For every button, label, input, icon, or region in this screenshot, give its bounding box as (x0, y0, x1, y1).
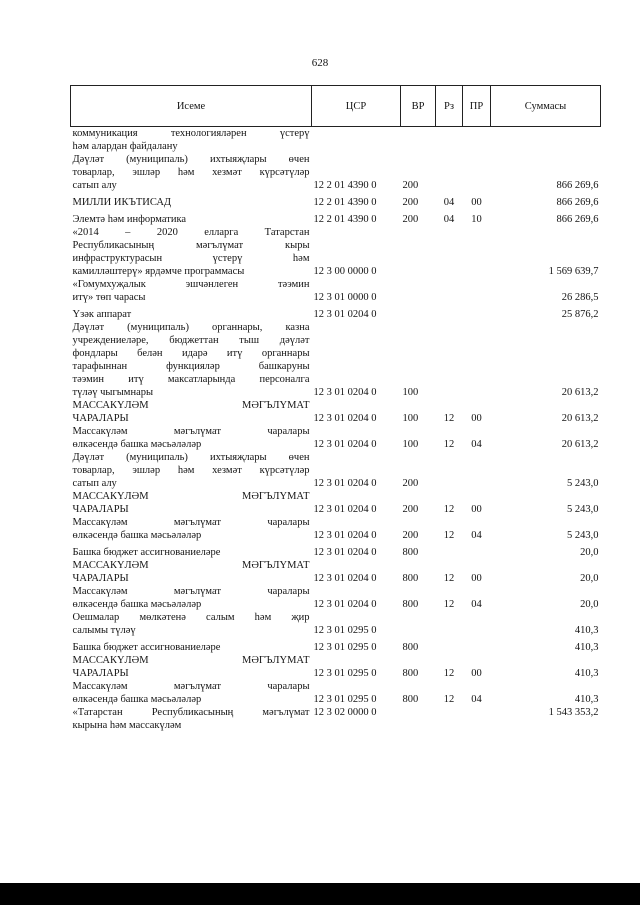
row-sum: 1 569 639,7 (548, 266, 599, 277)
table-row (71, 516, 601, 542)
row-rz (436, 127, 463, 154)
row-csr: 12 3 01 0204 0 (313, 439, 377, 450)
row-csr (312, 127, 401, 154)
row-rz (436, 451, 463, 490)
row-name-line: өлкәсендә башка мәсьәләләр (72, 599, 202, 610)
row-rz (436, 304, 463, 321)
row-name (71, 425, 312, 451)
row-name-line: коммуникация технологияләрен үстерү (72, 128, 310, 139)
row-name (71, 399, 312, 425)
row-vr: 200 (402, 478, 419, 489)
row-rz (436, 611, 463, 637)
row-csr: 12 3 01 0204 0 (313, 504, 377, 515)
header-pr: ПР (463, 86, 491, 127)
row-sum: 5 243,0 (567, 504, 599, 515)
row-name-line: ЧАРАЛАРЫ (72, 413, 129, 424)
row-pr (463, 706, 491, 732)
row-csr: 12 3 01 0204 0 (313, 530, 377, 541)
row-sum: 410,3 (574, 668, 599, 679)
row-name-line: салымы түләү (72, 625, 136, 636)
row-name (71, 278, 312, 304)
row-vr (401, 127, 436, 154)
row-name-line: Оешмалар мөлкәтенә салым һәм җир (72, 612, 310, 623)
row-vr: 800 (402, 547, 419, 558)
row-pr: 04 (471, 530, 482, 541)
table-row (71, 209, 601, 226)
row-pr: 00 (471, 197, 482, 208)
row-rz: 12 (443, 504, 455, 515)
row-name-line: Башка бюджет ассигнованиеләре (72, 547, 221, 558)
scan-bottom-edge (0, 883, 640, 905)
row-sum: 410,3 (574, 694, 599, 705)
row-rz (436, 153, 463, 192)
row-vr (401, 611, 436, 637)
row-name-line: товарлар, эшләр һәм хезмәт күрсәтүләр (72, 167, 310, 178)
table-row (71, 706, 601, 732)
row-pr: 04 (471, 599, 482, 610)
row-csr: 12 2 01 4390 0 (313, 180, 377, 191)
row-name-line: Дәүләт (муниципаль) органнары, казна (72, 322, 310, 333)
budget-table (70, 85, 601, 732)
header-name: Исеме (71, 86, 312, 127)
row-name-line: Дәүләт (муниципаль) ихтыяҗлары өчен (72, 452, 310, 463)
row-vr: 800 (402, 599, 419, 610)
row-sum: 20,0 (580, 573, 599, 584)
row-rz: 12 (443, 530, 455, 541)
row-vr (401, 304, 436, 321)
row-pr: 00 (471, 668, 482, 679)
row-name (71, 490, 312, 516)
header-vr: ВР (401, 86, 436, 127)
row-name-line: фондлары белән идарә итү органнары (72, 348, 310, 359)
row-sum: 866 269,6 (556, 214, 599, 225)
row-sum: 5 243,0 (567, 530, 599, 541)
table-row (71, 153, 601, 192)
row-vr: 200 (402, 197, 419, 208)
row-name-line: МАССАКҮЛӘМ МӘГЪЛҮМАТ (72, 491, 310, 502)
row-name (71, 706, 312, 732)
row-pr: 00 (471, 573, 482, 584)
table-row (71, 304, 601, 321)
row-sum: 20 613,2 (561, 387, 599, 398)
row-sum: 5 243,0 (567, 478, 599, 489)
row-vr (401, 226, 436, 278)
row-name-line: һәм алардан файдалану (72, 141, 178, 152)
row-name-line: Элемтә һәм информатика (72, 214, 187, 225)
row-name-line: тарафыннан функцияләр башкаруны (72, 361, 310, 372)
row-pr (463, 153, 491, 192)
row-name (71, 542, 312, 559)
row-sum: 410,3 (574, 625, 599, 636)
row-rz: 12 (443, 413, 455, 424)
row-rz: 04 (443, 197, 455, 208)
row-name-line: Дәүләт (муниципаль) ихтыяҗлары өчен (72, 154, 310, 165)
table-row (71, 192, 601, 209)
row-name (71, 516, 312, 542)
row-pr (463, 304, 491, 321)
row-csr: 12 2 01 4390 0 (313, 214, 377, 225)
row-sum: 25 876,2 (561, 309, 599, 320)
table-row (71, 611, 601, 637)
header-csr: ЦСР (312, 86, 401, 127)
row-vr (401, 706, 436, 732)
row-name-line: «Гомумхуҗалык эшчәнлеген тәэмин (72, 279, 310, 290)
row-sum: 1 543 353,2 (548, 707, 599, 718)
row-pr (463, 451, 491, 490)
row-csr: 12 3 01 0295 0 (313, 694, 377, 705)
row-vr: 200 (402, 530, 419, 541)
row-name (71, 611, 312, 637)
row-csr: 12 3 00 0000 0 (313, 266, 377, 277)
row-name (71, 654, 312, 680)
row-rz (436, 278, 463, 304)
header-sum: Суммасы (491, 86, 601, 127)
row-sum: 20 613,2 (561, 439, 599, 450)
row-name-line: өлкәсендә башка мәсьәләләр (72, 530, 202, 541)
row-rz: 12 (443, 668, 455, 679)
row-name-line: МАССАКҮЛӘМ МӘГЪЛҮМАТ (72, 560, 310, 571)
row-name-line: товарлар, эшләр һәм хезмәт күрсәтүләр (72, 465, 310, 476)
row-csr: 12 3 01 0204 0 (313, 478, 377, 489)
page-number: 628 (311, 57, 329, 69)
table-row (71, 490, 601, 516)
row-rz: 04 (443, 214, 455, 225)
row-name-line: Массакүләм мәгълүмат чаралары (72, 517, 310, 528)
row-csr: 12 3 01 0295 0 (313, 642, 377, 653)
row-name-line: ЧАРАЛАРЫ (72, 504, 129, 515)
row-pr: 04 (471, 439, 482, 450)
row-sum: 20 613,2 (561, 413, 599, 424)
table-row (71, 637, 601, 654)
row-name-line: Массакүләм мәгълүмат чаралары (72, 586, 310, 597)
table-row (71, 680, 601, 706)
row-name (71, 304, 312, 321)
row-name-line: ЧАРАЛАРЫ (72, 668, 129, 679)
row-name-line: учреждениеләре, бюджеттан тыш дәүләт (72, 335, 310, 346)
row-name-line: Республикасының мәгълүмат кыры (72, 240, 310, 251)
row-csr: 12 3 01 0000 0 (313, 292, 377, 303)
row-vr: 800 (402, 694, 419, 705)
row-vr: 800 (402, 642, 419, 653)
row-name-line: түләү чыгымнары (72, 387, 154, 398)
row-vr: 200 (402, 180, 419, 191)
row-csr: 12 3 02 0000 0 (313, 707, 377, 718)
row-name (71, 585, 312, 611)
row-vr: 100 (402, 387, 419, 398)
row-rz (436, 706, 463, 732)
table-row (71, 542, 601, 559)
row-name-line: итү» төп чарасы (72, 292, 146, 303)
row-name-line: МИЛЛИ ИКЪТИСАД (72, 197, 172, 208)
row-sum (491, 127, 601, 154)
row-vr: 100 (402, 439, 419, 450)
row-pr (463, 226, 491, 278)
row-name-line: сатып алу (72, 180, 117, 191)
row-sum: 866 269,6 (556, 197, 599, 208)
row-csr: 12 3 01 0295 0 (313, 625, 377, 636)
row-name (71, 451, 312, 490)
row-rz (436, 226, 463, 278)
row-rz (436, 321, 463, 399)
row-name (71, 192, 312, 209)
table-row (71, 321, 601, 399)
row-pr (463, 637, 491, 654)
row-csr: 12 3 01 0204 0 (313, 547, 377, 558)
table-row (71, 585, 601, 611)
row-rz: 12 (443, 599, 455, 610)
row-sum: 26 286,5 (561, 292, 599, 303)
row-pr (463, 278, 491, 304)
row-csr: 12 2 01 4390 0 (313, 197, 377, 208)
row-name-line: «2014 – 2020 елларга Татарстан (72, 227, 310, 238)
row-sum: 20,0 (580, 547, 599, 558)
row-name (71, 226, 312, 278)
header-rz: Рз (436, 86, 463, 127)
row-vr: 200 (402, 214, 419, 225)
row-pr: 10 (471, 214, 482, 225)
table-row (71, 127, 601, 154)
row-vr: 800 (402, 668, 419, 679)
row-name (71, 321, 312, 399)
row-name-line: инфраструктурасын үстерү һәм (72, 253, 310, 264)
row-csr: 12 3 01 0204 0 (313, 309, 377, 320)
row-rz (436, 542, 463, 559)
row-name-line: камилләштерү» ярдәмче программасы (72, 266, 245, 277)
table-row (71, 654, 601, 680)
row-name (71, 680, 312, 706)
row-name-line: Башка бюджет ассигнованиеләре (72, 642, 221, 653)
row-name-line: «Татарстан Республикасының мәгълүмат (72, 707, 310, 718)
row-csr: 12 3 01 0204 0 (313, 413, 377, 424)
row-pr (463, 127, 491, 154)
row-name-line: өлкәсендә башка мәсьәләләр (72, 694, 202, 705)
table-row (71, 559, 601, 585)
row-name-line: ЧАРАЛАРЫ (72, 573, 129, 584)
table-row (71, 226, 601, 278)
row-vr: 100 (402, 413, 419, 424)
row-name-line: кырына һәм массакүләм (72, 720, 182, 731)
row-rz (436, 637, 463, 654)
table-row (71, 278, 601, 304)
row-rz: 12 (443, 573, 455, 584)
row-sum: 866 269,6 (556, 180, 599, 191)
row-pr (463, 321, 491, 399)
row-pr (463, 542, 491, 559)
row-csr: 12 3 01 0204 0 (313, 599, 377, 610)
row-vr: 200 (402, 504, 419, 515)
table-row (71, 399, 601, 425)
row-name (71, 153, 312, 192)
row-name-line: МАССАКҮЛӘМ МӘГЪЛҮМАТ (72, 400, 310, 411)
row-csr: 12 3 01 0204 0 (313, 573, 377, 584)
row-name-line: Массакүләм мәгълүмат чаралары (72, 681, 310, 692)
row-name-line: Массакүләм мәгълүмат чаралары (72, 426, 310, 437)
row-vr (401, 278, 436, 304)
row-sum: 410,3 (574, 642, 599, 653)
row-pr: 00 (471, 504, 482, 515)
row-name (71, 127, 312, 154)
table-row (71, 451, 601, 490)
table-body (71, 127, 601, 733)
row-vr: 800 (402, 573, 419, 584)
row-csr: 12 3 01 0204 0 (313, 387, 377, 398)
row-name (71, 637, 312, 654)
table-header-row (71, 86, 601, 127)
row-name-line: сатып алу (72, 478, 117, 489)
row-name (71, 559, 312, 585)
row-pr (463, 611, 491, 637)
row-sum: 20,0 (580, 599, 599, 610)
row-name-line: МАССАКҮЛӘМ МӘГЪЛҮМАТ (72, 655, 310, 666)
row-pr: 04 (471, 694, 482, 705)
table-row (71, 425, 601, 451)
row-csr: 12 3 01 0295 0 (313, 668, 377, 679)
row-rz: 12 (443, 439, 455, 450)
row-pr: 00 (471, 413, 482, 424)
row-name-line: тәэмин итү максатларында персоналга (72, 374, 310, 385)
row-name-line: Үзәк аппарат (72, 309, 132, 320)
row-name-line: өлкәсендә башка мәсьәләләр (72, 439, 202, 450)
row-name (71, 209, 312, 226)
row-rz: 12 (443, 694, 455, 705)
